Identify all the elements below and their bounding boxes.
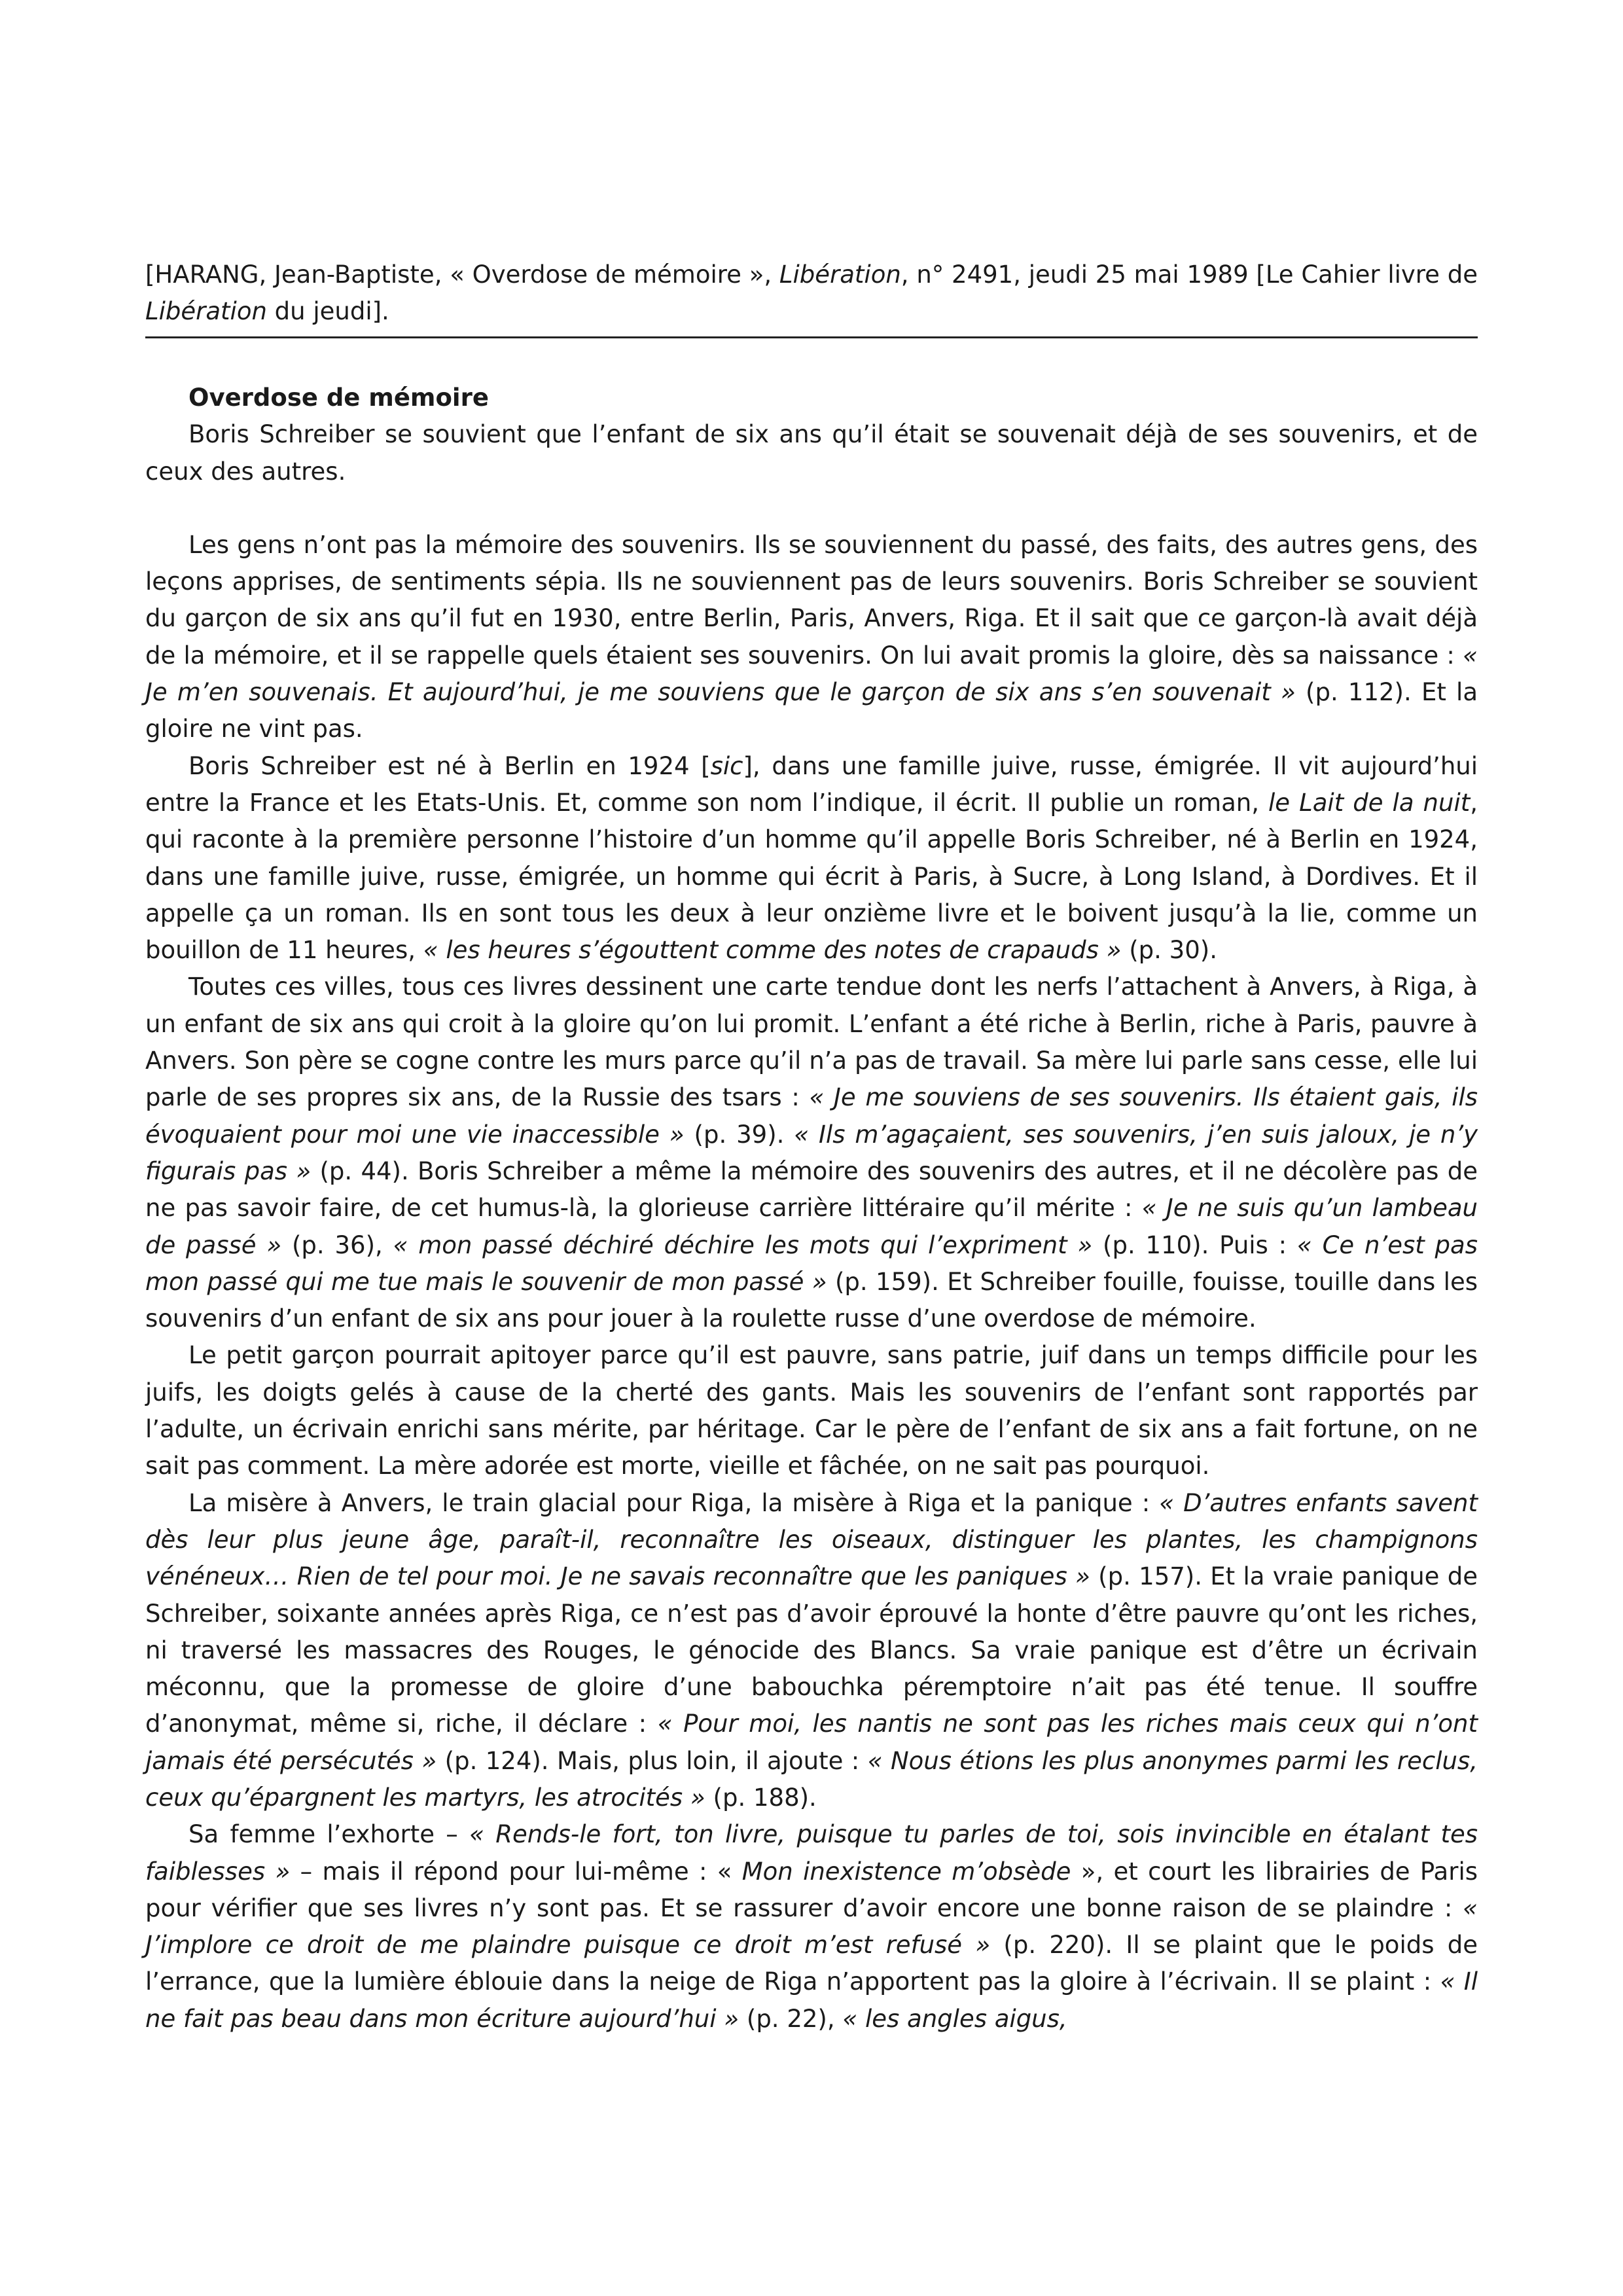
journal-name: Libération	[779, 260, 901, 289]
paragraph-text: (p. 220). Il se plaint que le poids de l’errance, que la lumière éblouie dans la neige de Riga n’apportent pas la gloire à l’écrivain. Il se plaint :	[145, 1931, 1478, 1996]
paragraph-4: Le petit garçon pourrait apitoyer parce qu’il est pauvre, sans patrie, juif dans un temps difficile pour les juifs, les doigts gelés à cause de la cherté des gants. Mais les souvenirs de l’enfant sont rapportés par l’adulte, un écrivain enrichi sans mérite, par héritage. Car le père de l’enfant de six ans a fait fortune, on ne sait pas comment. La mère adorée est morte, vieille et fâchée, on ne sait pas pourquoi.	[145, 1341, 1478, 1480]
citation-header	[145, 257, 1478, 338]
paragraph-text: (p. 39).	[684, 1120, 794, 1149]
paragraph-3	[145, 969, 1478, 1337]
paragraph-text: Les gens n’ont pas la mémoire des souvenirs. Ils se souviennent du passé, des faits, des autres gens, des leçons apprises, de sentiments sépia. Ils ne souviennent pas de leurs souvenirs. Boris Schreiber se souvient du garçon de six ans qu’il fut en 1930, entre Berlin, Paris, Anvers, Riga. Et il sait que ce garçon-là avait déjà de la mémoire, et il se rappelle quels étaient ses souvenirs. On lui avait promis la gloire, dès sa naissance :	[145, 530, 1478, 670]
quotation: « Je me souviens de ses souvenirs. Ils étaient gais, ils évoquaient pour moi une vie inaccessible »	[145, 1083, 1478, 1149]
quotation: « les heures s’égouttent comme des notes de crapauds »	[423, 936, 1122, 965]
article-title: Overdose de mémoire	[188, 384, 489, 412]
quotation: « Il ne fait pas beau dans mon écriture aujourd’hui »	[145, 1967, 1478, 2033]
quotation: « Rends-le fort, ton livre, puisque tu parles de toi, sois invincible en étalant tes faiblesses »	[145, 1820, 1478, 1886]
paragraph-5	[145, 1485, 1478, 1817]
paragraph-text: », et court les librairies de Paris pour vérifier que ses livres n’y sont pas. Et se rassurer d’avoir encore une bonne raison de se plaindre :	[145, 1857, 1478, 1922]
article-body	[145, 380, 1478, 2037]
paragraph-text: (p. 30).	[1121, 936, 1217, 965]
paragraph-text: – mais il répond pour lui-même : «	[290, 1857, 742, 1886]
quotation: « Pour moi, les nantis ne sont pas les riches mais ceux qui n’ont jamais été persécutés »	[145, 1710, 1478, 1775]
citation-text: [HARANG, Jean-Baptiste, « Overdose de mémoire »,	[145, 260, 779, 289]
paragraph-text: La misère à Anvers, le train glacial pour Riga, la misère à Riga et la panique :	[188, 1488, 1160, 1517]
paragraph-text: (p. 159). Et Schreiber fouille, fouisse, touille dans les souvenirs d’un enfant de six ans pour jouer à la roulette russe d’une overdose de mémoire.	[145, 1267, 1478, 1333]
quotation: « mon passé déchiré déchire les mots qui l’expriment »	[393, 1230, 1093, 1259]
paragraph-text: (p. 188).	[705, 1783, 817, 1812]
paragraph-text: , qui raconte à la première personne l’histoire d’un homme qu’il appelle Boris Schreiber, né à Berlin en 1924, dans une famille juive, russe, émigrée, un homme qui écrit à Paris, à Sucre, à Long Island, à Dordives. Et il appelle ça un roman. Ils en sont tous les deux à leur onzième livre et le boivent jusqu’à la lie, comme un bouillon de 11 heures,	[145, 788, 1478, 965]
citation-text: du jeudi].	[266, 297, 389, 325]
citation-text: , n° 2491, jeudi 25 mai 1989 [Le Cahier livre de	[901, 260, 1478, 289]
paragraph-1	[145, 527, 1478, 748]
paragraph-text: ], dans une famille juive, russe, émigrée. Il vit aujourd’hui entre la France et les Etats-Unis. Et, comme son nom l’indique, il écrit. Il publie un roman,	[145, 751, 1478, 817]
sic-mark: sic	[710, 751, 743, 780]
paragraph-text: Sa femme l’exhorte –	[188, 1820, 470, 1849]
quotation: « Je m’en souvenais. Et aujourd’hui, je me souviens que le garçon de six ans s’en souvenait »	[145, 641, 1478, 707]
paragraph-6	[145, 1816, 1478, 2037]
quotation: « Ce n’est pas mon passé qui me tue mais le souvenir de mon passé »	[145, 1230, 1478, 1296]
quotation: Mon inexistence m’obsède	[741, 1857, 1071, 1886]
quotation: « Ils m’agaçaient, ses souvenirs, j’en suis jaloux, je n’y figurais pas »	[145, 1120, 1478, 1185]
paragraph-2	[145, 748, 1478, 969]
journal-name: Libération	[145, 297, 267, 325]
paragraph-text: (p. 110). Puis :	[1092, 1230, 1297, 1259]
paragraph-text: Boris Schreiber est né à Berlin en 1924 [	[188, 751, 711, 780]
quotation: « Nous étions les plus anonymes parmi les reclus, ceux qu’épargnent les martyrs, les atrocités »	[145, 1746, 1478, 1812]
quotation: « les angles aigus,	[842, 2004, 1067, 2033]
paragraph-text: (p. 157). Et la vraie panique de Schreiber, soixante années après Riga, ce n’est pas d’avoir éprouvé la honte d’être pauvre qu’ont les riches, ni traversé les massacres des Rouges, le génocide des Blancs. Sa vraie panique est d’être un écrivain méconnu, que la promesse de gloire d’une babouchka péremptoire n’ait pas été tenue. Il souffre d’anonymat, même si, riche, il déclare :	[145, 1562, 1478, 1738]
book-title: le Lait de la nuit	[1268, 788, 1471, 817]
paragraph-text: (p. 112). Et la gloire ne vint pas.	[145, 678, 1478, 744]
quotation: « J’implore ce droit de me plaindre puisque ce droit m’est refusé »	[145, 1893, 1478, 1960]
paragraph-text: (p. 36),	[281, 1230, 393, 1259]
paragraph-text: (p. 124). Mais, plus loin, il ajoute :	[437, 1746, 868, 1775]
quotation: « D’autres enfants savent dès leur plus jeune âge, paraît-il, reconnaître les oiseaux, distinguer les plantes, les champignons vénéneux… Rien de tel pour moi. Je ne savais reconnaître que les paniques »	[145, 1488, 1478, 1591]
article-chapo: Boris Schreiber se souvient que l’enfant de six ans qu’il était se souvenait déjà de ses souvenirs, et de ceux des autres.	[145, 420, 1478, 486]
paragraph-text: (p. 44). Boris Schreiber a même la mémoire des souvenirs des autres, et il ne décolère pas de ne pas savoir faire, de cet humus-là, la glorieuse carrière littéraire qu’il mérite :	[145, 1157, 1478, 1223]
quotation: « Je ne suis qu’un lambeau de passé »	[145, 1194, 1478, 1259]
paragraph-text: (p. 22),	[739, 2004, 843, 2033]
paragraph-text: Toutes ces villes, tous ces livres dessinent une carte tendue dont les nerfs l’attachent à Anvers, à Riga, à un enfant de six ans qui croit à la gloire qu’on lui promit. L’enfant a été riche à Berlin, riche à Paris, pauvre à Anvers. Son père se cogne contre les murs parce qu’il n’a pas de travail. Sa mère lui parle sans cesse, elle lui parle de ses propres six ans, de la Russie des tsars :	[145, 973, 1478, 1112]
